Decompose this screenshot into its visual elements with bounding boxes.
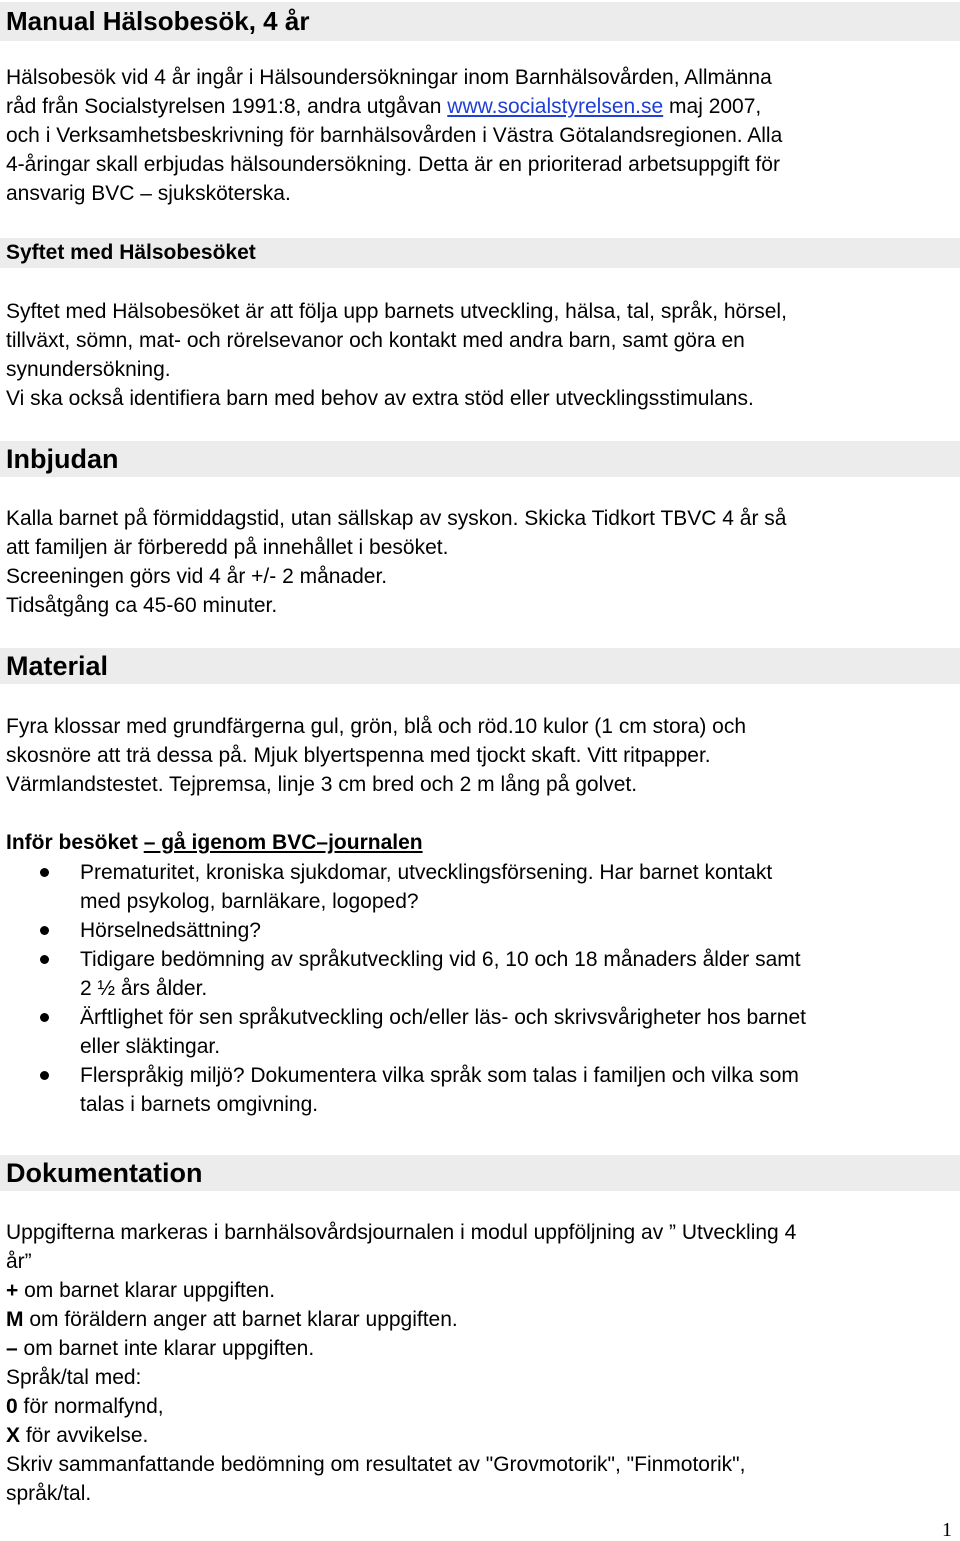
list-item	[0, 916, 960, 945]
list-item-text: 2 ½ års ålder.	[80, 977, 208, 1000]
title-band	[0, 2, 960, 41]
socialstyrelsen-link[interactable]: www.socialstyrelsen.se	[447, 95, 664, 118]
code-row-x	[6, 1421, 951, 1450]
dokumentation-codes	[6, 1276, 951, 1508]
inbjudan-paragraph	[6, 504, 951, 620]
infor-heading-text: Inför besöket	[6, 831, 144, 854]
dokumentation-line: år”	[6, 1250, 32, 1273]
code-symbol: X	[6, 1424, 21, 1447]
dokumentation-heading-band	[0, 1155, 960, 1191]
material-line: Fyra klossar med grundfärgerna gul, grön, blå och röd.10 kulor (1 cm stora) och	[6, 715, 747, 738]
syftet-paragraph	[6, 297, 951, 413]
code-row-plus	[6, 1276, 951, 1305]
list-item	[0, 1061, 960, 1119]
bullet-icon	[40, 868, 49, 877]
intro-text: råd från Socialstyrelsen 1991:8, andra utgåvan	[6, 95, 448, 118]
material-line: skosnöre att trä dessa på. Mjuk blyertspenna med tjockt skaft. Vitt ritpapper.	[6, 744, 711, 767]
syftet-line: Syftet med Hälsobesöket är att följa upp barnets utveckling, hälsa, tal, språk, hörsel,	[6, 300, 787, 323]
infor-checklist	[0, 858, 960, 1119]
intro-line: Hälsobesök vid 4 år ingår i Hälsoundersökningar inom Barnhälsovården, Allmänna	[6, 66, 772, 89]
inbjudan-line: att familjen är förberedd på innehållet i besöket.	[6, 536, 449, 559]
intro-line: och i Verksamhetsbeskrivning för barnhälsovården i Västra Götalandsregionen. Alla	[6, 124, 783, 147]
syftet-line: synundersökning.	[6, 358, 171, 381]
code-text: om föräldern anger att barnet klarar uppgiften.	[23, 1308, 458, 1331]
inbjudan-line: Screeningen görs vid 4 år +/- 2 månader.	[6, 565, 388, 588]
sprak-label: Språk/tal med:	[6, 1366, 142, 1389]
inbjudan-line: Tidsåtgång ca 45-60 minuter.	[6, 594, 278, 617]
list-item-text: Ärftlighet för sen språkutveckling och/eller läs- och skrivsvårigheter hos barnet	[80, 1006, 806, 1029]
infor-besoket-heading	[6, 828, 423, 857]
list-item-text: eller släktingar.	[80, 1035, 221, 1058]
code-row-m	[6, 1305, 951, 1334]
material-line: Värmlandstestet. Tejpremsa, linje 3 cm bred och 2 m lång på golvet.	[6, 773, 638, 796]
material-paragraph	[6, 712, 951, 799]
summary-line: språk/tal.	[6, 1482, 92, 1505]
syftet-line: Vi ska också identifiera barn med behov av extra stöd eller utvecklingsstimulans.	[6, 387, 754, 410]
bullet-icon	[40, 1071, 49, 1080]
inbjudan-line: Kalla barnet på förmiddagstid, utan sällskap av syskon. Skicka Tidkort TBVC 4 år så	[6, 507, 787, 530]
code-text: för normalfynd,	[17, 1395, 164, 1418]
code-text: om barnet inte klarar uppgiften.	[17, 1337, 315, 1360]
intro-line: ansvarig BVC – sjuksköterska.	[6, 182, 291, 205]
bullet-icon	[40, 926, 49, 935]
syftet-heading-band	[0, 238, 960, 268]
list-item-text: med psykolog, barnläkare, logoped?	[80, 890, 419, 913]
syftet-line: tillväxt, sömn, mat- och rörelsevanor och kontakt med andra barn, samt göra en	[6, 329, 745, 352]
inbjudan-heading: Inbjudan	[6, 444, 119, 474]
list-item-text: Hörselnedsättning?	[80, 919, 261, 942]
list-item-text: Prematuritet, kroniska sjukdomar, utvecklingsförsening. Har barnet kontakt	[80, 861, 773, 884]
material-heading: Material	[6, 651, 109, 681]
code-symbol: +	[6, 1279, 19, 1302]
code-symbol: 0	[6, 1395, 18, 1418]
list-item	[0, 1003, 960, 1061]
code-text: för avvikelse.	[20, 1424, 149, 1447]
inbjudan-heading-band	[0, 441, 960, 477]
code-symbol: –	[6, 1337, 18, 1360]
code-row-zero	[6, 1392, 951, 1421]
intro-line: 4-åringar skall erbjudas hälsoundersökning. Detta är en prioriterad arbetsuppgift för	[6, 153, 780, 176]
infor-heading-underlined: – gå igenom BVC–journalen	[143, 831, 423, 854]
page-title: Manual Hälsobesök, 4 år	[6, 6, 310, 36]
list-item	[0, 945, 960, 1003]
intro-text: maj 2007,	[663, 95, 762, 118]
intro-line	[6, 92, 951, 121]
dokumentation-heading: Dokumentation	[6, 1158, 203, 1188]
summary-line: Skriv sammanfattande bedömning om resultatet av "Grovmotorik", "Finmotorik",	[6, 1453, 746, 1476]
dokumentation-line: Uppgifterna markeras i barnhälsovårdsjournalen i modul uppföljning av ” Utveckling 4	[6, 1221, 797, 1244]
code-text: om barnet klarar uppgiften.	[18, 1279, 276, 1302]
dokumentation-intro	[6, 1218, 951, 1276]
list-item	[0, 858, 960, 916]
syftet-heading: Syftet med Hälsobesöket	[6, 241, 256, 264]
list-item-text: Flerspråkig miljö? Dokumentera vilka språk som talas i familjen och vilka som	[80, 1064, 799, 1087]
code-symbol: M	[6, 1308, 24, 1331]
bullet-icon	[40, 1013, 49, 1022]
list-item-text: Tidigare bedömning av språkutveckling vid 6, 10 och 18 månaders ålder samt	[80, 948, 801, 971]
list-item-text: talas i barnets omgivning.	[80, 1093, 319, 1116]
material-heading-band	[0, 648, 960, 684]
code-row-minus	[6, 1334, 951, 1363]
intro-paragraph	[6, 63, 951, 208]
page-number: 1	[942, 1519, 952, 1541]
bullet-icon	[40, 955, 49, 964]
